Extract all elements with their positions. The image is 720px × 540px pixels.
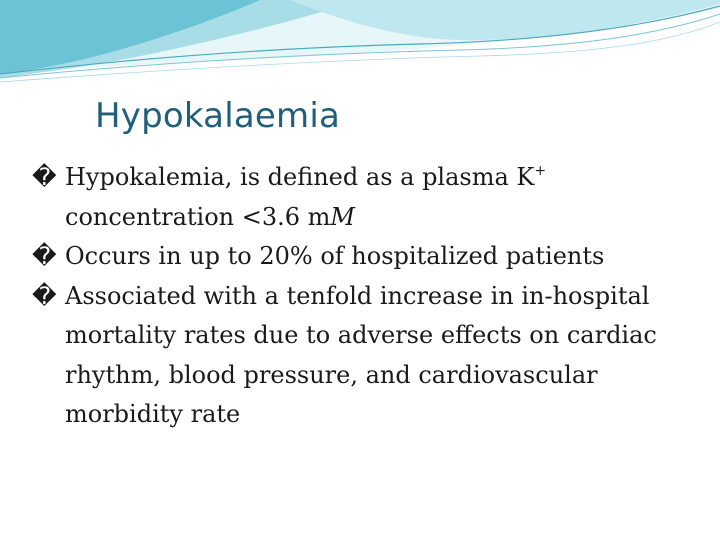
bullet-text: Occurs in up to 20% of hospitalized patients xyxy=(65,242,605,270)
header-wave-decoration xyxy=(0,0,720,90)
bullet-item-mortality xyxy=(32,277,692,435)
superscript-plus: + xyxy=(534,163,547,179)
bullet-text: Associated with a tenfold increase in in-hospital mortality rates due to adverse effects on cardiac rhythm, blood pressure, and cardiovascular morbidity rate xyxy=(65,281,657,428)
bullet-item-occurrence xyxy=(32,237,692,277)
bullet-marker-icon: � xyxy=(32,163,57,191)
bullet-list xyxy=(32,158,692,435)
bullet-text: concentration <3.6 m xyxy=(65,202,331,231)
bullet-item-definition xyxy=(32,158,692,237)
bullet-marker-icon: � xyxy=(32,281,57,310)
unit-italic: M xyxy=(330,202,355,231)
slide-title: Hypokalaemia xyxy=(95,96,340,136)
bullet-text: Hypokalemia, is defined as a plasma K xyxy=(65,163,535,191)
bullet-marker-icon: � xyxy=(32,242,57,270)
